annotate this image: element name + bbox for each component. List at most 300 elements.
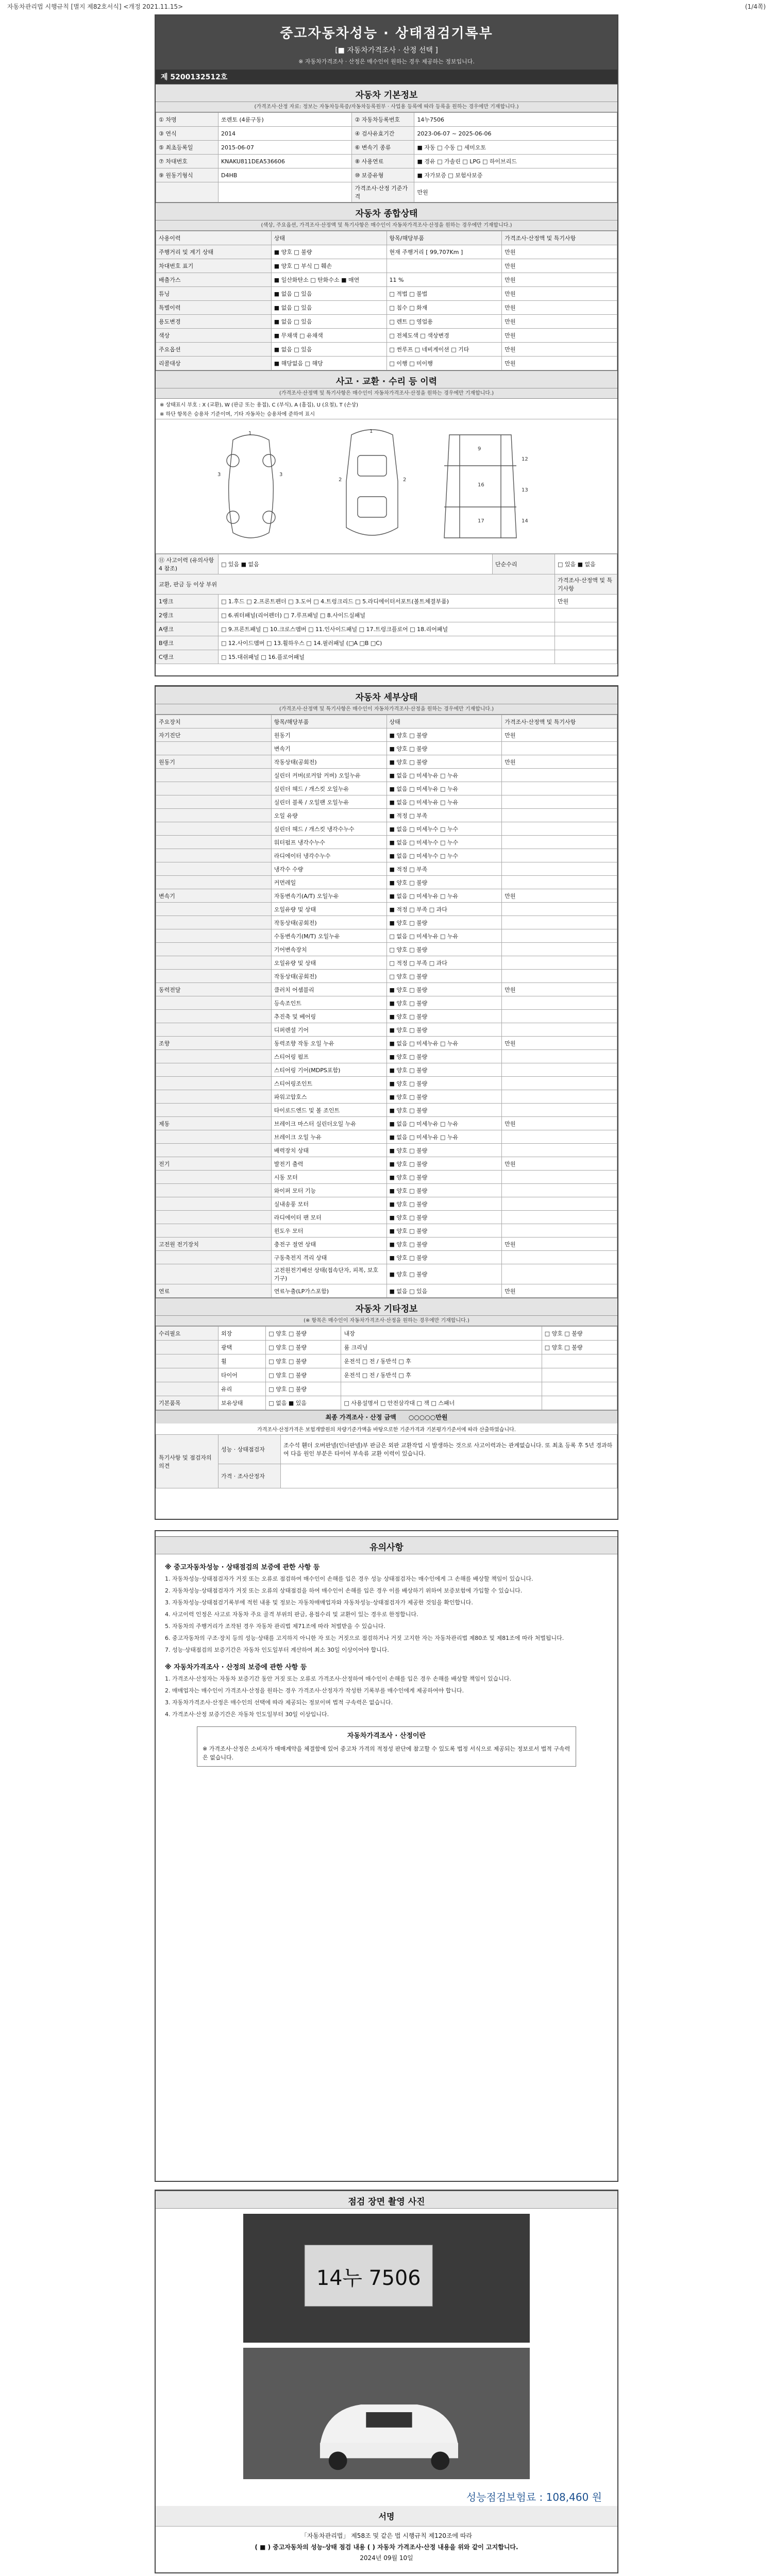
insurance-fee-label: 성능점검보험료 : bbox=[466, 2491, 543, 2503]
basic-value: 2014 bbox=[219, 127, 352, 141]
detail-row bbox=[156, 795, 617, 809]
other-item: 유리 bbox=[219, 1382, 266, 1396]
notice-item: 7. 성능·상태점검의 보증기간은 자동차 인도일부터 계산하여 최소 30일 이상이어야 합니다. bbox=[165, 1647, 389, 1654]
detail-row bbox=[156, 782, 617, 795]
detail-row bbox=[156, 1144, 617, 1157]
other-group bbox=[156, 1341, 219, 1354]
signature-date: 2024년 09월 10일 bbox=[360, 2554, 413, 2562]
svg-text:3: 3 bbox=[279, 472, 283, 478]
detail-note: (가격조사·산정액 및 특기사항은 매수인이 자동차가격조사·산정을 원하는 경우에만 기재합니다.) bbox=[156, 704, 617, 715]
detail-status: □ 양호 □ 불량 bbox=[386, 943, 502, 956]
other-item-2: 룸 크리닝 bbox=[341, 1341, 542, 1354]
rank-price bbox=[555, 608, 617, 622]
detail-device bbox=[156, 1050, 272, 1063]
detail-price bbox=[502, 836, 617, 849]
other-row bbox=[156, 1382, 617, 1396]
document-subtitle: [■ 자동차가격조사 · 산정 선택 ] bbox=[335, 46, 438, 55]
summary-row bbox=[156, 287, 617, 301]
detail-price bbox=[502, 1211, 617, 1224]
detail-item: 실린더 헤드 / 개스킷 냉각수누수 bbox=[271, 822, 386, 836]
accident-legend-2: ※ 하단 항목은 승용차 기준이며, 기타 자동차는 승용차에 준하여 표시 bbox=[156, 410, 617, 419]
detail-device bbox=[156, 742, 272, 755]
detail-device bbox=[156, 916, 272, 929]
other-item: 광택 bbox=[219, 1341, 266, 1354]
detail-row bbox=[156, 742, 617, 755]
detail-status: ■ 양호 □ 불량 bbox=[386, 1251, 502, 1264]
detail-device bbox=[156, 1104, 272, 1117]
accident-note: (가격조사·산정액 및 특기사항은 매수인이 자동차가격조사·산정을 원하는 경우에만 기재합니다.) bbox=[156, 388, 617, 399]
detail-item: 연료누출(LP가스포함) bbox=[271, 1284, 386, 1298]
other-row bbox=[156, 1368, 617, 1382]
other-status-2: □ 양호 □ 불량 bbox=[542, 1341, 617, 1354]
detail-price bbox=[502, 1264, 617, 1284]
summary-table bbox=[156, 231, 617, 370]
signature-body bbox=[156, 2527, 617, 2568]
summary-detail: □ 적법 □ 불법 bbox=[386, 287, 502, 301]
basic-label: ③ 연식 bbox=[156, 127, 219, 141]
detail-header: 항목/해당부품 bbox=[271, 715, 386, 728]
detail-row bbox=[156, 1251, 617, 1264]
summary-price: 만원 bbox=[502, 315, 617, 329]
detail-device bbox=[156, 1171, 272, 1184]
basic-label bbox=[156, 182, 219, 202]
detail-price bbox=[502, 769, 617, 782]
insurance-fee bbox=[156, 2487, 617, 2506]
detail-price: 만원 bbox=[502, 1037, 617, 1050]
detail-price bbox=[502, 943, 617, 956]
other-status-2 bbox=[542, 1382, 617, 1396]
other-item: 타이어 bbox=[219, 1368, 266, 1382]
detail-device bbox=[156, 1197, 272, 1211]
detail-price: 만원 bbox=[502, 1284, 617, 1298]
summary-price: 만원 bbox=[502, 287, 617, 301]
detail-price bbox=[502, 1050, 617, 1063]
detail-price bbox=[502, 809, 617, 822]
rank-parts: □ 12.사이드멤버 □ 13.휠하우스 □ 14.필러패널 (□A □B □C) bbox=[219, 636, 555, 650]
license-plate-image-icon bbox=[243, 2214, 530, 2343]
other-row bbox=[156, 1327, 617, 1341]
rank-label: A랭크 bbox=[156, 622, 219, 636]
plate-text: 14누 7506 bbox=[316, 2266, 421, 2290]
detail-item: 원동기 bbox=[271, 728, 386, 742]
signature-title: 서명 bbox=[156, 2506, 617, 2527]
detail-device bbox=[156, 782, 272, 795]
detail-status: □ 없음 □ 미세누유 □ 누유 bbox=[386, 929, 502, 943]
detail-item: 기어변속장치 bbox=[271, 943, 386, 956]
detail-item: 구동축전지 격리 상태 bbox=[271, 1251, 386, 1264]
summary-status: ■ 무채색 □ 유채색 bbox=[271, 329, 386, 343]
detail-item: 발전기 출력 bbox=[271, 1157, 386, 1171]
rank-price: 만원 bbox=[555, 595, 617, 608]
detail-price bbox=[502, 1104, 617, 1117]
detail-item: 충전구 절연 상태 bbox=[271, 1238, 386, 1251]
detail-row bbox=[156, 1224, 617, 1238]
detail-status: ■ 양호 □ 불량 bbox=[386, 1264, 502, 1284]
detail-price bbox=[502, 1090, 617, 1104]
detail-device: 제동 bbox=[156, 1117, 272, 1130]
detail-item: 실내송풍 모터 bbox=[271, 1197, 386, 1211]
summary-status: ■ 양호 □ 부식 □ 훼손 bbox=[271, 259, 386, 273]
detail-device bbox=[156, 1130, 272, 1144]
basic-value: 2023-06-07 ~ 2025-06-06 bbox=[414, 127, 617, 141]
basic-value: 쏘렌토 (4륜구동) bbox=[219, 113, 352, 127]
detail-status: ■ 양호 □ 불량 bbox=[386, 1211, 502, 1224]
svg-text:1: 1 bbox=[369, 429, 373, 434]
detail-item: 파워고압호스 bbox=[271, 1090, 386, 1104]
detail-price bbox=[502, 903, 617, 916]
photos-title: 점검 장면 촬영 사진 bbox=[156, 2191, 617, 2209]
detail-device: 조향 bbox=[156, 1037, 272, 1050]
basic-label: ⑦ 차대번호 bbox=[156, 155, 219, 168]
detail-status: ■ 없음 □ 미세누유 □ 누유 bbox=[386, 795, 502, 809]
accident-legend: ※ 상태표시 부호 : X (교환), W (판금 또는 용접), C (부식), A (흠집), U (요철), T (손상) bbox=[160, 402, 359, 408]
other-status-2 bbox=[542, 1396, 617, 1410]
other-title: 자동차 기타정보 bbox=[156, 1298, 617, 1316]
basic-info-row bbox=[156, 182, 617, 202]
detail-row bbox=[156, 996, 617, 1010]
detail-item: 윈도우 모터 bbox=[271, 1224, 386, 1238]
accident-table bbox=[156, 554, 617, 664]
detail-price bbox=[502, 862, 617, 876]
detail-row bbox=[156, 1090, 617, 1104]
detail-item: 작동상태(공회전) bbox=[271, 916, 386, 929]
detail-device: 전기 bbox=[156, 1157, 272, 1171]
detail-item: 오일유량 및 상태 bbox=[271, 903, 386, 916]
basic-value bbox=[219, 182, 352, 202]
other-status-2 bbox=[542, 1368, 617, 1382]
detail-price: 만원 bbox=[502, 1238, 617, 1251]
car-outline-icon bbox=[156, 419, 617, 553]
detail-row bbox=[156, 929, 617, 943]
detail-row bbox=[156, 1037, 617, 1050]
price-opinion-text bbox=[281, 1464, 617, 1488]
basic-info-table bbox=[156, 112, 617, 202]
detail-status: ■ 양호 □ 불량 bbox=[386, 1063, 502, 1077]
price-definition-box bbox=[197, 1726, 576, 1767]
detail-row bbox=[156, 769, 617, 782]
svg-text:14: 14 bbox=[522, 518, 528, 524]
detail-row bbox=[156, 916, 617, 929]
basic-label: ⑧ 사용연료 bbox=[352, 155, 414, 168]
detail-device bbox=[156, 929, 272, 943]
final-price-note: 가격조사·산정가격은 보험개발원의 차량기준가액을 바탕으로한 기준가격과 기본평가기준서에 따라 산출하였습니다. bbox=[257, 1427, 516, 1433]
basic-label: ① 차명 bbox=[156, 113, 219, 127]
detail-status: ■ 적정 □ 부족 □ 과다 bbox=[386, 903, 502, 916]
notice-item: 4. 사고이력 인정은 사고로 자동차 주요 골격 부위의 판금, 용접수리 및 교환이 있는 경우로 한정합니다. bbox=[165, 1611, 418, 1618]
other-status: □ 양호 □ 불량 bbox=[266, 1341, 341, 1354]
detail-status: ■ 양호 □ 불량 bbox=[386, 755, 502, 769]
summary-status: ■ 없음 □ 있음 bbox=[271, 287, 386, 301]
detail-row bbox=[156, 1023, 617, 1037]
inspector-opinion-label: 성능 · 상태점검자 bbox=[219, 1435, 281, 1464]
detail-item: 등속조인트 bbox=[271, 996, 386, 1010]
rank-label: C랭크 bbox=[156, 650, 219, 664]
photo-area bbox=[243, 2214, 530, 2482]
detail-status: ■ 없음 □ 미세누유 □ 누유 bbox=[386, 782, 502, 795]
detail-device: 동력전달 bbox=[156, 983, 272, 996]
detail-row bbox=[156, 1184, 617, 1197]
detail-item: 와이퍼 모터 기능 bbox=[271, 1184, 386, 1197]
summary-item: 배출가스 bbox=[156, 273, 272, 287]
detail-price bbox=[502, 742, 617, 755]
special-table bbox=[156, 1434, 617, 1488]
detail-status: ■ 없음 □ 있음 bbox=[386, 1284, 502, 1298]
detail-status: ■ 없음 □ 미세누수 □ 누수 bbox=[386, 822, 502, 836]
final-price-title: 최종 가격조사 · 산정 금액 bbox=[325, 1414, 396, 1421]
basic-label: ⑨ 원동기형식 bbox=[156, 168, 219, 182]
detail-header: 가격조사·산정액 및 특기사항 bbox=[502, 715, 617, 728]
detail-item: 자동변속기(A/T) 오일누유 bbox=[271, 889, 386, 903]
detail-row bbox=[156, 809, 617, 822]
detail-device: 연료 bbox=[156, 1284, 272, 1298]
summary-price: 만원 bbox=[502, 301, 617, 315]
detail-status: □ 적정 □ 부족 □ 과다 bbox=[386, 956, 502, 970]
rank-header: 교환, 판금 등 이상 부위 bbox=[156, 574, 555, 595]
detail-row bbox=[156, 1264, 617, 1284]
other-status-2: □ 양호 □ 불량 bbox=[542, 1327, 617, 1341]
detail-row bbox=[156, 970, 617, 983]
detail-price bbox=[502, 1063, 617, 1077]
other-item-2: 운전석 □ 전 / 동반석 □ 후 bbox=[341, 1354, 542, 1368]
summary-status: ■ 양호 □ 불량 bbox=[271, 245, 386, 259]
detail-status: ■ 양호 □ 불량 bbox=[386, 1197, 502, 1211]
signature-text-1: 「자동차관리법」 제58조 및 같은 법 시행규칙 제120조에 따라 bbox=[300, 2532, 473, 2539]
final-price-row bbox=[156, 1410, 617, 1423]
detail-price: 만원 bbox=[502, 755, 617, 769]
basic-value: D4HB bbox=[219, 168, 352, 182]
basic-label: 가격조사·산정 기준가격 bbox=[352, 182, 414, 202]
detail-row bbox=[156, 755, 617, 769]
detail-status: ■ 양호 □ 불량 bbox=[386, 1238, 502, 1251]
detail-price bbox=[502, 996, 617, 1010]
detail-price bbox=[502, 1171, 617, 1184]
detail-price: 만원 bbox=[502, 1117, 617, 1130]
detail-status: ■ 없음 □ 미세누유 □ 누유 bbox=[386, 1130, 502, 1144]
detail-status: ■ 양호 □ 불량 bbox=[386, 983, 502, 996]
summary-price: 만원 bbox=[502, 329, 617, 343]
summary-item: 용도변경 bbox=[156, 315, 272, 329]
detail-price bbox=[502, 822, 617, 836]
detail-price bbox=[502, 1023, 617, 1037]
detail-device bbox=[156, 769, 272, 782]
svg-text:16: 16 bbox=[478, 482, 484, 488]
detail-price bbox=[502, 916, 617, 929]
detail-device bbox=[156, 822, 272, 836]
detail-status: □ 양호 □ 불량 bbox=[386, 970, 502, 983]
special-text: 조수석 휀더 오버판넬(인너판넬)부 판금은 외판 교환작업 시 발생하는 것으로 사고이력과는 관계없습니다. 또 최초 등록 후 5년 경과하여 다음 원인 부분은 타이어 부속류 교환 이력이 있습니다. bbox=[281, 1435, 617, 1464]
rank-parts: □ 15.대쉬패널 □ 16.플로어패널 bbox=[219, 650, 555, 664]
summary-price: 만원 bbox=[502, 343, 617, 357]
summary-row bbox=[156, 259, 617, 273]
detail-row bbox=[156, 728, 617, 742]
rank-label: 1랭크 bbox=[156, 595, 219, 608]
detail-device bbox=[156, 1264, 272, 1284]
detail-price bbox=[502, 1224, 617, 1238]
detail-status: ■ 적정 □ 부족 bbox=[386, 809, 502, 822]
detail-status: ■ 양호 □ 불량 bbox=[386, 1077, 502, 1090]
detail-device bbox=[156, 876, 272, 889]
summary-row bbox=[156, 329, 617, 343]
rank-row bbox=[156, 622, 617, 636]
rank-price-header: 가격조사·산정액 및 특기사항 bbox=[555, 574, 617, 595]
detail-item: 디퍼렌셜 기어 bbox=[271, 1023, 386, 1037]
summary-status: ■ 해당없음 □ 해당 bbox=[271, 357, 386, 370]
basic-label: ② 자동차등록번호 bbox=[352, 113, 414, 127]
detail-device bbox=[156, 836, 272, 849]
detail-row bbox=[156, 1010, 617, 1023]
price-definition-text: ※ 가격조사·산정은 소비자가 매매계약을 체결함에 있어 중고차 가격의 적정성 판단에 참고할 수 있도록 법정 서식으로 제공되는 정보로서 법적 구속력은 없습니다. bbox=[203, 1745, 570, 1761]
other-status: □ 양호 □ 불량 bbox=[266, 1327, 341, 1341]
svg-text:13: 13 bbox=[522, 487, 528, 493]
detail-price bbox=[502, 795, 617, 809]
other-group: 기본품목 bbox=[156, 1396, 219, 1410]
basic-label: ⑤ 최초등록일 bbox=[156, 141, 219, 155]
detail-device bbox=[156, 1211, 272, 1224]
detail-price bbox=[502, 970, 617, 983]
basic-label: ⑥ 변속기 종류 bbox=[352, 141, 414, 155]
detail-price bbox=[502, 849, 617, 862]
detail-price: 만원 bbox=[502, 1157, 617, 1171]
basic-value: ■ 경유 □ 가솔린 □ LPG □ 하이브리드 bbox=[414, 155, 617, 168]
form-reference: 자동차관리법 시행규칙 [별지 제82호서식] <개정 2021.11.15> bbox=[7, 3, 183, 10]
detail-row bbox=[156, 876, 617, 889]
detail-item: 실린더 헤드 / 개스킷 오일누유 bbox=[271, 782, 386, 795]
detail-row bbox=[156, 836, 617, 849]
detail-price bbox=[502, 929, 617, 943]
summary-detail bbox=[386, 259, 502, 273]
summary-detail: □ 전체도색 □ 색상변경 bbox=[386, 329, 502, 343]
detail-price bbox=[502, 956, 617, 970]
detail-device bbox=[156, 996, 272, 1010]
notice-sub-2: ※ 자동차가격조사 · 산정의 보증에 관한 사항 등 bbox=[165, 1664, 307, 1672]
detail-item: 브레이크 마스터 실린더오일 누유 bbox=[271, 1117, 386, 1130]
detail-status: ■ 없음 □ 미세누수 □ 누수 bbox=[386, 836, 502, 849]
detail-item: 타이로드엔드 및 볼 조인트 bbox=[271, 1104, 386, 1117]
other-item: 휠 bbox=[219, 1354, 266, 1368]
detail-device: 고전원 전기장치 bbox=[156, 1238, 272, 1251]
detail-row bbox=[156, 1211, 617, 1224]
detail-status: ■ 없음 □ 미세누유 □ 누유 bbox=[386, 889, 502, 903]
summary-item: 리콜대상 bbox=[156, 357, 272, 370]
simple-repair-label: 단순수리 bbox=[493, 554, 555, 574]
detail-price bbox=[502, 876, 617, 889]
detail-item: 변속기 bbox=[271, 742, 386, 755]
basic-info-row bbox=[156, 127, 617, 141]
page-indicator: (1/4쪽) bbox=[745, 3, 766, 10]
detail-price bbox=[502, 1251, 617, 1264]
basic-value: ■ 자동 □ 수동 □ 세미오토 bbox=[414, 141, 617, 155]
summary-price: 만원 bbox=[502, 259, 617, 273]
detail-device bbox=[156, 809, 272, 822]
detail-item: 스티어링 펌프 bbox=[271, 1050, 386, 1063]
document-header bbox=[156, 15, 617, 70]
basic-label: ⑩ 보증유형 bbox=[352, 168, 414, 182]
price-definition-title: 자동차가격조사 · 산정이란 bbox=[347, 1732, 426, 1740]
rank-parts: □ 9.프론트패널 □ 10.크로스멤버 □ 11.인사이드패널 □ 17.트렁크플로어 □ 18.리어패널 bbox=[219, 622, 555, 636]
summary-row bbox=[156, 301, 617, 315]
detail-item: 스티어링 기어(MDPS포함) bbox=[271, 1063, 386, 1077]
detail-price bbox=[502, 1184, 617, 1197]
detail-header: 주요장치 bbox=[156, 715, 272, 728]
detail-device bbox=[156, 956, 272, 970]
accident-history-label: ⑪ 사고이력 (유의사항 4 참조) bbox=[156, 554, 219, 574]
summary-row bbox=[156, 343, 617, 357]
rank-price bbox=[555, 636, 617, 650]
rank-parts: □ 6.쿼터패널(리어펜더) □ 7.루프패널 □ 8.사이드실패널 bbox=[219, 608, 555, 622]
detail-row bbox=[156, 889, 617, 903]
detail-status: ■ 없음 □ 미세누유 □ 누유 bbox=[386, 769, 502, 782]
basic-info-row bbox=[156, 168, 617, 182]
notice-item: 2. 자동차성능·상태점검자가 거짓 또는 오류의 상태점검을 하여 매수인이 손해를 입은 경우 이를 배상하기 위하여 보증보험에 가입할 수 있습니다. bbox=[165, 1587, 523, 1595]
accident-title: 사고 · 교환 · 수리 등 이력 bbox=[156, 370, 617, 388]
summary-item: 차대번호 표기 bbox=[156, 259, 272, 273]
other-status: □ 양호 □ 불량 bbox=[266, 1354, 341, 1368]
detail-item: 라디에이터 팬 모터 bbox=[271, 1211, 386, 1224]
insurance-fee-value: 108,460 원 bbox=[546, 2491, 602, 2503]
basic-label: ④ 검사유효기간 bbox=[352, 127, 414, 141]
detail-status: ■ 양호 □ 불량 bbox=[386, 1144, 502, 1157]
detail-device: 원동기 bbox=[156, 755, 272, 769]
car-photo bbox=[243, 2348, 530, 2479]
summary-header: 가격조사·산정액 및 특기사항 bbox=[502, 231, 617, 245]
detail-device: 자기진단 bbox=[156, 728, 272, 742]
detail-row bbox=[156, 1104, 617, 1117]
detail-status: ■ 양호 □ 불량 bbox=[386, 1224, 502, 1238]
svg-text:2: 2 bbox=[403, 477, 407, 483]
svg-text:1: 1 bbox=[248, 431, 252, 436]
summary-item: 튜닝 bbox=[156, 287, 272, 301]
summary-price: 만원 bbox=[502, 273, 617, 287]
notice-item: 3. 자동차성능·상태점검기록부에 적힌 내용 및 정보는 자동차매매업자와 자동차성능·상태점검자가 제공한 것임을 확인합니다. bbox=[165, 1599, 473, 1606]
notice-item: 5. 자동차의 주행거리가 조작된 경우 자동차 관리법 제71조에 따라 처벌받을 수 있습니다. bbox=[165, 1623, 385, 1630]
summary-detail: 현재 주행거리 [ 99,707Km ] bbox=[386, 245, 502, 259]
other-status-2 bbox=[542, 1354, 617, 1368]
detail-device bbox=[156, 1063, 272, 1077]
detail-item: 냉각수 수량 bbox=[271, 862, 386, 876]
detail-price bbox=[502, 1010, 617, 1023]
notice-item: 1. 자동차성능·상태점검자가 거짓 또는 오류로 점검하여 매수인이 손해를 입은 경우 성능 상태점검자는 매수인에게 그 손해를 배상할 책임이 있습니다. bbox=[165, 1575, 533, 1582]
detail-table bbox=[156, 715, 617, 1298]
detail-device bbox=[156, 1251, 272, 1264]
summary-header: 상태 bbox=[271, 231, 386, 245]
document-note: ※ 자동차가격조사 · 산정은 매수인이 원하는 경우 제공하는 정보입니다. bbox=[298, 58, 475, 65]
detail-item: 작동상태(공회전) bbox=[271, 970, 386, 983]
document-title: 중고자동차성능 · 상태점검기록부 bbox=[280, 26, 493, 41]
detail-device: 변속기 bbox=[156, 889, 272, 903]
detail-row bbox=[156, 1077, 617, 1090]
simple-repair-value: □ 있음 ■ 없음 bbox=[555, 554, 617, 574]
rank-price bbox=[555, 650, 617, 664]
detail-item: 배력장치 상태 bbox=[271, 1144, 386, 1157]
svg-text:12: 12 bbox=[522, 456, 528, 462]
detail-item: 실린더 블록 / 오일팬 오일누유 bbox=[271, 795, 386, 809]
signature-text-2: ( ■ ) 중고자동차의 성능·상태 점검 내용 ( ) 자동차 가격조사·산정 내용을 위와 같이 고지합니다. bbox=[255, 2543, 518, 2551]
detail-price bbox=[502, 1130, 617, 1144]
summary-row bbox=[156, 273, 617, 287]
detail-device bbox=[156, 1090, 272, 1104]
detail-status: ■ 적정 □ 부족 bbox=[386, 862, 502, 876]
detail-status: ■ 양호 □ 불량 bbox=[386, 1050, 502, 1063]
rank-row bbox=[156, 650, 617, 664]
detail-price: 만원 bbox=[502, 983, 617, 996]
car-front-image-icon bbox=[243, 2348, 530, 2479]
detail-status: ■ 양호 □ 불량 bbox=[386, 1184, 502, 1197]
detail-status: ■ 양호 □ 불량 bbox=[386, 1023, 502, 1037]
summary-note: (색상, 주요옵션, 가격조사·산정액 및 특기사항은 매수인이 자동차가격조사·산정을 원하는 경우에만 기재합니다.) bbox=[156, 221, 617, 231]
notice-sub-1: ※ 중고자동차성능 · 상태점검의 보증에 관한 사항 등 bbox=[165, 1564, 320, 1571]
detail-status: ■ 양호 □ 불량 bbox=[386, 996, 502, 1010]
page-1 bbox=[155, 14, 618, 676]
